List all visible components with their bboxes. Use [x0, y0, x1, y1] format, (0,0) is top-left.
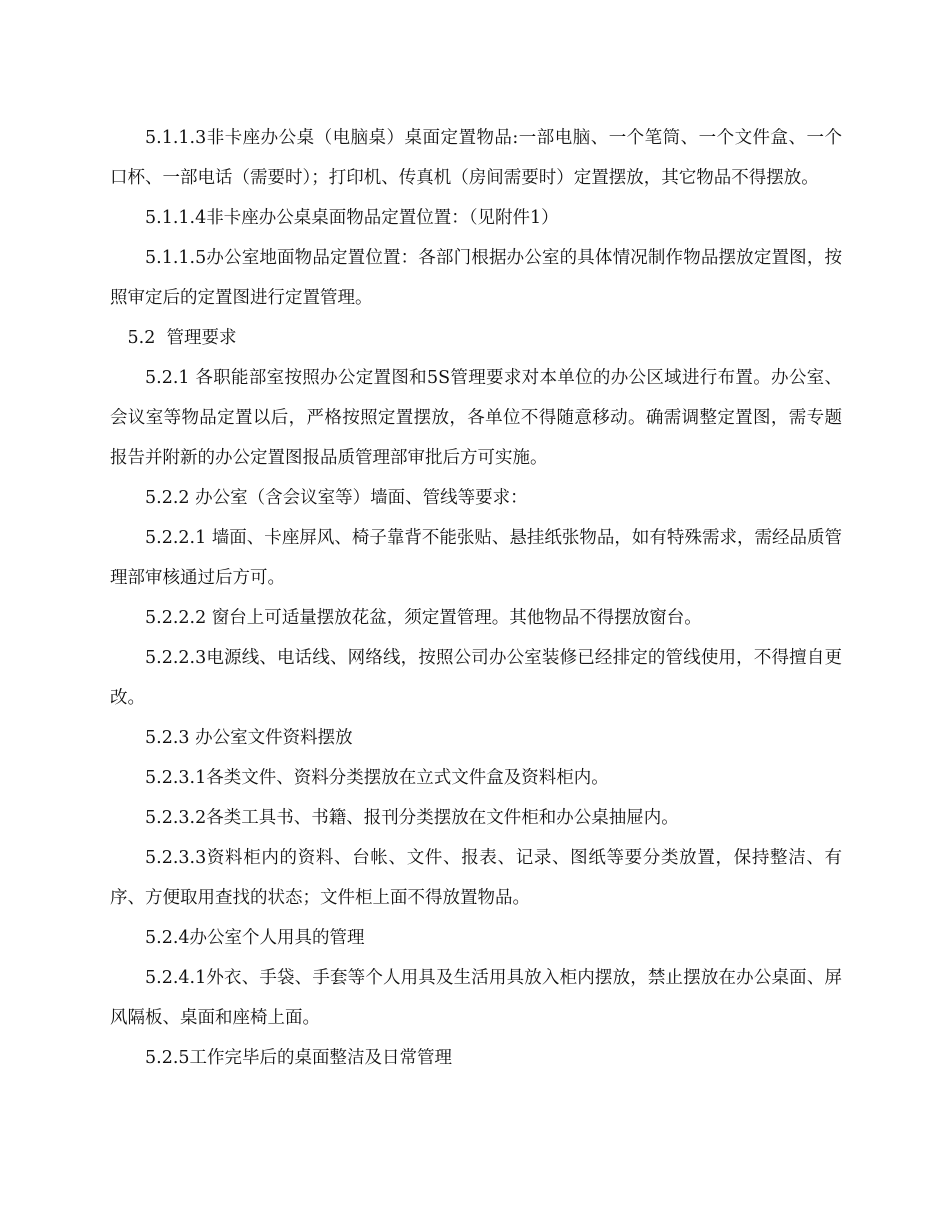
paragraph-5-2-4-1: 5.2.4.1外衣、手袋、手套等个人用具及生活用具放入柜内摆放，禁止摆放在办公桌面、屏风隔板、桌面和座椅上面。: [110, 968, 842, 1028]
paragraph-5-2-3-1: 5.2.3.1各类文件、资料分类摆放在立式文件盒及资料柜内。: [145, 768, 609, 788]
paragraph-5-2-3: 5.2.3 办公室文件资料摆放: [145, 728, 353, 748]
paragraph-5-1-1-3: 5.1.1.3非卡座办公桌（电脑桌）桌面定置物品:一部电脑、一个笔筒、一个文件盒、一个口杯、一部电话（需要时）；打印机、传真机（房间需要时）定置摆放，其它物品不得摆放。: [110, 128, 842, 188]
paragraph-5-2-1: 5.2.1 各职能部室按照办公定置图和5S管理要求对本单位的办公区域进行布置。办公室、会议室等物品定置以后，严格按照定置摆放，各单位不得随意移动。确需调整定置图，需专题报告并附新的办公定置图报品质管理部审批后方可实施。: [110, 368, 842, 468]
paragraph-5-2-3-2: 5.2.3.2各类工具书、书籍、报刊分类摆放在文件柜和办公桌抽屉内。: [145, 808, 679, 828]
section-heading-5-2: 5.2 管理要求: [127, 328, 237, 348]
paragraph-5-2-2: 5.2.2 办公室（含会议室等）墙面、管线等要求：: [145, 488, 528, 508]
paragraph-5-2-3-3: 5.2.3.3资料柜内的资料、台帐、文件、报表、记录、图纸等要分类放置，保持整洁、有序、方便取用查找的状态；文件柜上面不得放置物品。: [110, 848, 842, 908]
paragraph-5-2-2-3: 5.2.2.3电源线、电话线、网络线，按照公司办公室装修已经排定的管线使用，不得擅自更改。: [110, 648, 842, 708]
paragraph-5-1-1-5: 5.1.1.5办公室地面物品定置位置：各部门根据办公室的具体情况制作物品摆放定置图，按照审定后的定置图进行定置管理。: [110, 248, 842, 308]
paragraph-5-2-2-1: 5.2.2.1 墙面、卡座屏风、椅子靠背不能张贴、悬挂纸张物品，如有特殊需求，需经品质管理部审核通过后方可。: [110, 528, 842, 588]
paragraph-5-1-1-4: 5.1.1.4非卡座办公桌桌面物品定置位置：（见附件1）: [145, 208, 559, 228]
paragraph-5-2-2-2: 5.2.2.2 窗台上可适量摆放花盆，须定置管理。其他物品不得摆放窗台。: [145, 608, 702, 628]
paragraph-5-2-5: 5.2.5工作完毕后的桌面整洁及日常管理: [145, 1048, 453, 1068]
paragraph-5-2-4: 5.2.4办公室个人用具的管理: [145, 928, 365, 948]
document-body: [110, 118, 842, 1078]
